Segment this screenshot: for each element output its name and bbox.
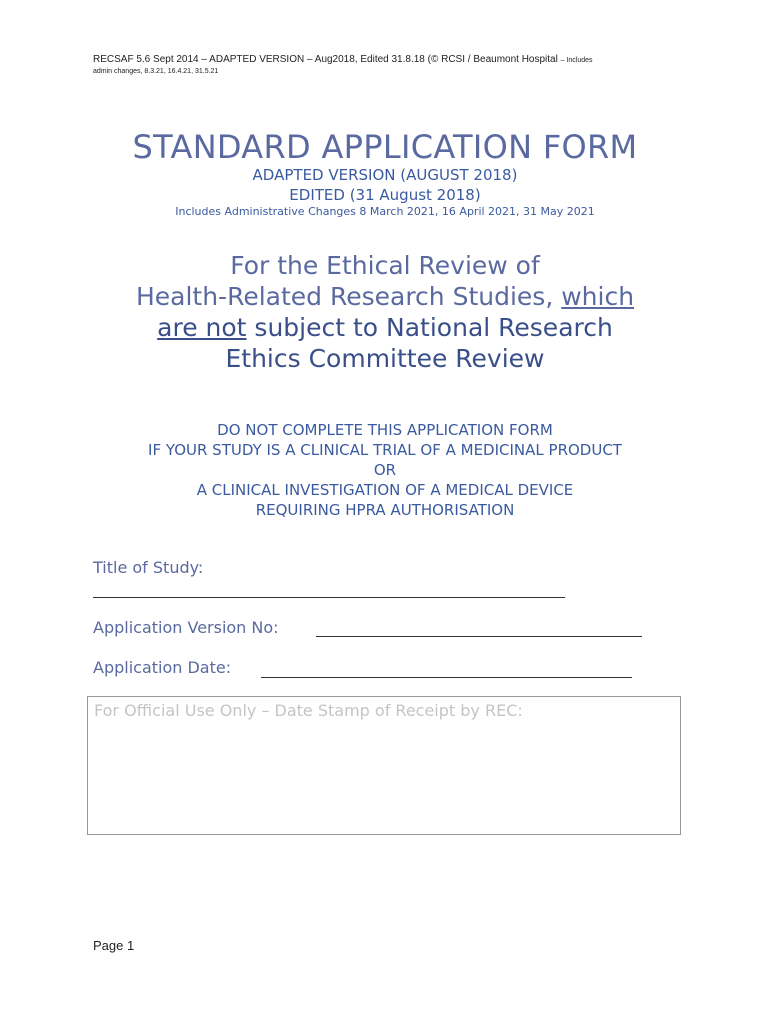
warning-line-1: DO NOT COMPLETE THIS APPLICATION FORM <box>217 421 553 439</box>
edited-subtitle: EDITED (31 August 2018) <box>289 186 481 204</box>
document-header-line1 <box>93 54 593 65</box>
purpose-line-4: Ethics Committee Review <box>225 344 545 373</box>
application-version-field[interactable] <box>316 636 642 637</box>
purpose-line-1: For the Ethical Review of <box>230 251 540 280</box>
warning-line-4: A CLINICAL INVESTIGATION OF A MEDICAL DEVICE <box>196 481 574 499</box>
administrative-changes-note: Includes Administrative Changes 8 March 2021, 16 April 2021, 31 May 2021 <box>175 205 595 218</box>
application-version-label: Application Version No: <box>93 618 279 637</box>
purpose-line-3 <box>0 312 770 343</box>
header-small-text: – Includes <box>560 57 593 64</box>
warning-line-3: OR <box>373 461 397 479</box>
header-main-text: RECSAF 5.6 Sept 2014 – ADAPTED VERSION – Aug2018, Edited 31.8.18 (© RCSI / Beaumont Hospital <box>93 54 558 65</box>
official-use-label: For Official Use Only – Date Stamp of Receipt by REC: <box>94 701 523 720</box>
form-title: STANDARD APPLICATION FORM <box>132 128 638 166</box>
do-not-complete-warning <box>0 420 770 520</box>
warning-line-2: IF YOUR STUDY IS A CLINICAL TRIAL OF A MEDICINAL PRODUCT <box>148 441 622 459</box>
title-of-study-label: Title of Study: <box>93 558 204 577</box>
purpose-which-underlined: which <box>561 282 635 311</box>
purpose-line-3-text: subject to National Research <box>246 313 613 342</box>
purpose-line-2-text: Health-Related Research Studies, <box>135 282 562 311</box>
official-use-stamp-box[interactable] <box>87 696 681 835</box>
page-number: Page 1 <box>93 938 135 953</box>
document-header-line2: admin changes, 8.3.21, 16.4.21, 31.5.21 <box>93 68 219 75</box>
title-of-study-field[interactable] <box>93 597 565 598</box>
purpose-line-2 <box>0 281 770 312</box>
application-date-field[interactable] <box>261 677 632 678</box>
adapted-version-subtitle: ADAPTED VERSION (AUGUST 2018) <box>252 166 518 184</box>
application-date-label: Application Date: <box>93 658 232 677</box>
purpose-are-not-underlined: are not <box>157 313 247 342</box>
form-purpose-heading <box>0 250 770 374</box>
warning-line-5: REQUIRING HPRA AUTHORISATION <box>255 501 515 519</box>
